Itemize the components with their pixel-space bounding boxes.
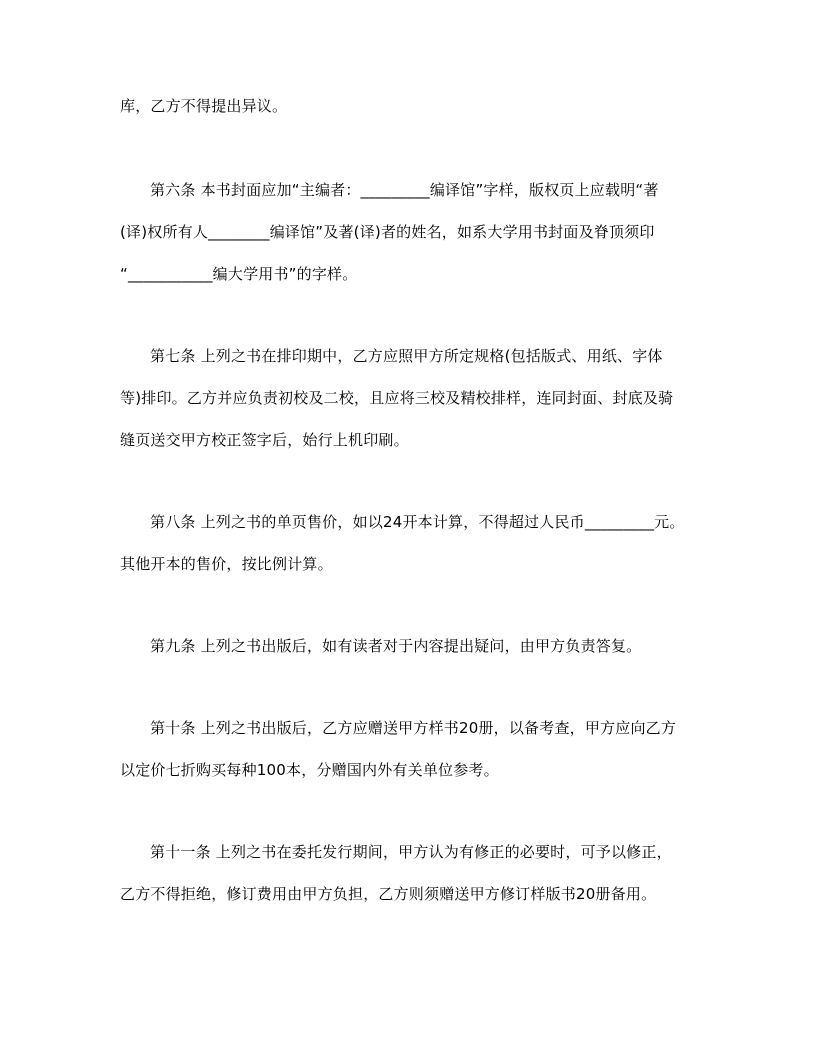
clause-6-line-3: “___________编大学用书”的字样。 bbox=[120, 265, 358, 283]
clause-8-line-1: 第八条 上列之书的单页售价，如以24开本计算，不得超过人民币_________元。 bbox=[150, 513, 685, 531]
clause-11-line-2: 乙方不得拒绝，修订费用由甲方负担，乙方则须赠送甲方修订样版书20册备用。 bbox=[120, 885, 657, 903]
clause-6-line-1: 第六条 本书封面应加“主编者：_________编译馆”字样，版权页上应载明“著 bbox=[150, 181, 659, 199]
text-line: 库，乙方不得提出异议。 bbox=[120, 97, 288, 115]
clause-6-line-2: (译)权所有人________编译馆”及著(译)者的姓名，如系大学用书封面及脊顶须印 bbox=[120, 223, 655, 241]
clause-9-line-1: 第九条 上列之书出版后，如有读者对于内容提出疑问，由甲方负责答复。 bbox=[150, 637, 642, 655]
clause-10-line-2: 以定价七折购买每种100本，分赠国内外有关单位参考。 bbox=[120, 761, 499, 779]
clause-8-line-2: 其他开本的售价，按比例计算。 bbox=[120, 555, 333, 573]
clause-11-line-1: 第十一条 上列之书在委托发行期间，甲方认为有修正的必要时，可予以修正， bbox=[150, 843, 672, 861]
clause-7-line-2: 等)排印。乙方并应负责初校及二校，且应将三校及精校排样，连同封面、封底及骑 bbox=[120, 389, 674, 407]
clause-7-line-3: 缝页送交甲方校正签字后，始行上机印刷。 bbox=[120, 431, 409, 449]
clause-7-line-1: 第七条 上列之书在排印期中，乙方应照甲方所定规格(包括版式、用纸、字体 bbox=[150, 347, 663, 365]
clause-10-line-1: 第十条 上列之书出版后，乙方应赠送甲方样书20册，以备考查，甲方应向乙方 bbox=[150, 719, 677, 737]
